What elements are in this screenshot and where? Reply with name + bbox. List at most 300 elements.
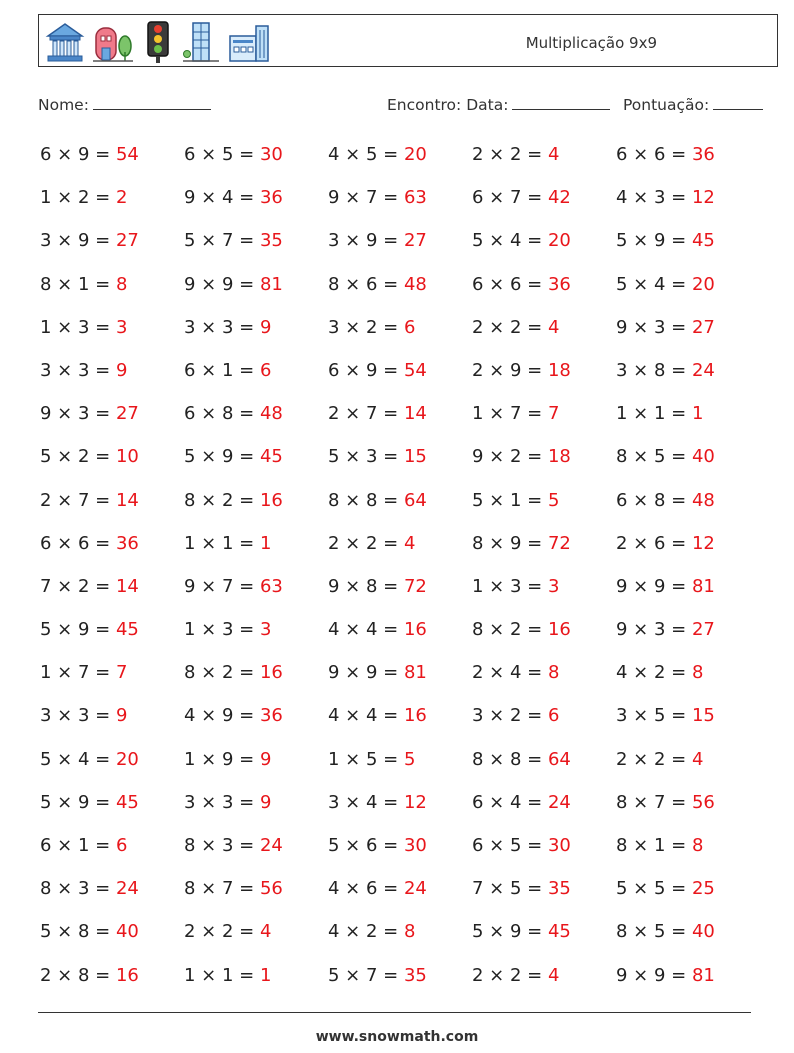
problem-question: 9 × 2 =	[472, 446, 548, 468]
problem-answer: 81	[691, 575, 715, 597]
problem-answer: 24	[259, 835, 283, 856]
problem-question: 9 × 3 =	[616, 316, 692, 338]
problem-answer: 8	[115, 273, 128, 295]
problem-cell	[472, 306, 616, 349]
problem-row	[40, 435, 760, 478]
problem-cell	[328, 392, 472, 435]
problem-answer: 45	[691, 230, 715, 252]
problem-cell	[472, 263, 616, 306]
problem-answer: 16	[115, 964, 139, 986]
problem-answer: 16	[259, 489, 283, 511]
problem-answer: 45	[259, 446, 283, 468]
problem-question: 1 × 7 =	[40, 662, 116, 684]
problem-cell	[472, 133, 616, 176]
problem-question: 4 × 3 =	[616, 187, 692, 209]
problem-cell	[40, 824, 184, 867]
problem-cell	[184, 738, 328, 781]
problem-cell	[616, 824, 760, 867]
problem-question: 1 × 1 =	[184, 964, 260, 986]
problem-cell	[40, 133, 184, 176]
problem-question: 3 × 8 =	[616, 359, 692, 381]
problem-question: 2 × 2 =	[328, 532, 404, 554]
problem-answer: 4	[403, 532, 416, 554]
meeting-date-field	[387, 93, 610, 114]
problem-cell	[616, 910, 760, 953]
problem-question: 5 × 7 =	[328, 964, 404, 986]
problem-question: 1 × 5 =	[328, 748, 404, 770]
problem-cell	[184, 392, 328, 435]
problem-answer: 14	[115, 575, 139, 597]
problem-cell	[184, 954, 328, 997]
problem-answer: 9	[115, 359, 128, 381]
problem-cell	[472, 565, 616, 608]
problem-question: 8 × 1 =	[40, 273, 116, 295]
problem-row	[40, 219, 760, 262]
problem-question: 3 × 9 =	[328, 230, 404, 252]
problem-question: 3 × 3 =	[40, 359, 116, 381]
problem-answer: 8	[691, 835, 704, 856]
problem-row	[40, 306, 760, 349]
problem-answer: 40	[691, 446, 715, 468]
problem-cell	[472, 479, 616, 522]
problem-question: 9 × 7 =	[328, 187, 404, 209]
problem-question: 4 × 4 =	[328, 705, 404, 727]
problem-cell	[328, 651, 472, 694]
problem-cell	[328, 349, 472, 392]
problem-answer: 48	[691, 489, 715, 511]
problem-cell	[40, 392, 184, 435]
problem-answer: 16	[259, 662, 283, 684]
problem-answer: 24	[403, 878, 427, 900]
problem-cell	[328, 694, 472, 737]
problem-cell	[40, 306, 184, 349]
problem-question: 9 × 3 =	[616, 619, 692, 641]
problem-answer: 35	[259, 230, 283, 252]
problem-question: 5 × 4 =	[616, 273, 692, 295]
problem-answer: 3	[115, 316, 128, 338]
problem-answer: 5	[403, 748, 416, 770]
problem-row	[40, 522, 760, 565]
problem-answer: 12	[403, 791, 427, 813]
problem-answer: 7	[115, 662, 128, 684]
problem-row	[40, 867, 760, 910]
problem-question: 5 × 1 =	[472, 489, 548, 511]
problem-cell	[328, 133, 472, 176]
problem-answer: 48	[259, 403, 283, 425]
problem-question: 5 × 2 =	[40, 446, 116, 468]
problem-answer: 4	[547, 964, 560, 986]
problem-cell	[184, 867, 328, 910]
problem-question: 8 × 1 =	[616, 835, 692, 856]
problem-cell	[328, 522, 472, 565]
problem-answer: 36	[547, 273, 571, 295]
problem-answer: 9	[259, 316, 272, 338]
problem-row	[40, 608, 760, 651]
problem-question: 6 × 9 =	[328, 359, 404, 381]
problem-cell	[616, 867, 760, 910]
problem-row	[40, 824, 760, 867]
problem-cell	[328, 219, 472, 262]
problem-row	[40, 781, 760, 824]
problem-answer: 54	[115, 144, 139, 165]
problem-question: 1 × 3 =	[40, 316, 116, 338]
problem-answer: 4	[691, 748, 704, 770]
problem-answer: 27	[115, 230, 139, 252]
problem-answer: 27	[691, 619, 715, 641]
problem-answer: 20	[691, 273, 715, 295]
problem-answer: 1	[691, 403, 704, 425]
problem-question: 1 × 1 =	[184, 532, 260, 554]
problem-question: 9 × 7 =	[184, 575, 260, 597]
problem-answer: 56	[259, 878, 283, 900]
footer-divider	[38, 1012, 751, 1013]
problem-question: 9 × 9 =	[184, 273, 260, 295]
problem-cell	[328, 781, 472, 824]
problem-answer: 54	[403, 359, 427, 381]
problem-question: 6 × 4 =	[472, 791, 548, 813]
problem-question: 6 × 9 =	[40, 144, 116, 165]
problem-answer: 4	[547, 316, 560, 338]
problem-cell	[328, 306, 472, 349]
problem-cell	[184, 219, 328, 262]
problem-row	[40, 176, 760, 219]
problem-question: 2 × 2 =	[472, 964, 548, 986]
problem-answer: 36	[115, 532, 139, 554]
problem-cell	[472, 651, 616, 694]
problem-question: 5 × 9 =	[616, 230, 692, 252]
problem-answer: 6	[403, 316, 416, 338]
problem-question: 4 × 6 =	[328, 878, 404, 900]
problem-question: 9 × 9 =	[328, 662, 404, 684]
problem-answer: 16	[403, 619, 427, 641]
problems-grid	[40, 133, 760, 997]
name-field	[38, 93, 211, 114]
problem-cell	[616, 176, 760, 219]
problem-answer: 1	[259, 964, 272, 986]
problem-answer: 9	[259, 748, 272, 770]
problem-answer: 20	[403, 144, 427, 165]
problem-cell	[472, 219, 616, 262]
problem-answer: 16	[547, 619, 571, 641]
problem-answer: 4	[547, 144, 560, 165]
problem-answer: 48	[403, 273, 427, 295]
problem-answer: 10	[115, 446, 139, 468]
problem-answer: 7	[547, 403, 560, 425]
problem-question: 2 × 2 =	[472, 316, 548, 338]
problem-question: 3 × 2 =	[472, 705, 548, 727]
problem-row	[40, 392, 760, 435]
problem-question: 1 × 9 =	[184, 748, 260, 770]
problem-answer: 72	[403, 575, 427, 597]
problem-answer: 25	[691, 878, 715, 900]
problem-answer: 35	[547, 878, 571, 900]
problem-question: 8 × 5 =	[616, 446, 692, 468]
problem-cell	[328, 479, 472, 522]
problem-answer: 45	[115, 619, 139, 641]
problem-answer: 81	[691, 964, 715, 986]
problem-cell	[184, 176, 328, 219]
problem-answer: 18	[547, 446, 571, 468]
problem-question: 9 × 9 =	[616, 575, 692, 597]
problem-cell	[184, 608, 328, 651]
problem-question: 9 × 9 =	[616, 964, 692, 986]
problem-row	[40, 738, 760, 781]
problem-cell	[328, 608, 472, 651]
problem-row	[40, 694, 760, 737]
problem-cell	[184, 349, 328, 392]
problem-answer: 14	[115, 489, 139, 511]
problem-question: 4 × 2 =	[616, 662, 692, 684]
problem-question: 8 × 7 =	[616, 791, 692, 813]
problem-question: 8 × 7 =	[184, 878, 260, 900]
problem-cell	[616, 522, 760, 565]
problem-answer: 63	[259, 575, 283, 597]
problem-cell	[328, 176, 472, 219]
problem-question: 8 × 2 =	[184, 662, 260, 684]
problem-cell	[184, 479, 328, 522]
problem-question: 2 × 4 =	[472, 662, 548, 684]
problem-answer: 6	[115, 835, 128, 856]
problem-cell	[328, 565, 472, 608]
problem-answer: 20	[547, 230, 571, 252]
problem-answer: 4	[259, 921, 272, 943]
problem-question: 7 × 5 =	[472, 878, 548, 900]
problem-cell	[328, 867, 472, 910]
problem-answer: 12	[691, 532, 715, 554]
problem-cell	[616, 608, 760, 651]
header-box	[38, 14, 778, 67]
problem-question: 8 × 9 =	[472, 532, 548, 554]
problem-question: 9 × 8 =	[328, 575, 404, 597]
problem-question: 3 × 2 =	[328, 316, 404, 338]
problem-row	[40, 479, 760, 522]
problem-answer: 45	[547, 921, 571, 943]
problem-answer: 14	[403, 403, 427, 425]
problem-answer: 16	[403, 705, 427, 727]
problem-answer: 6	[547, 705, 560, 727]
problem-question: 6 × 6 =	[40, 532, 116, 554]
problem-cell	[616, 219, 760, 262]
problem-answer: 36	[259, 187, 283, 209]
problem-question: 8 × 6 =	[328, 273, 404, 295]
problem-cell	[184, 781, 328, 824]
problem-answer: 24	[115, 878, 139, 900]
problem-question: 9 × 3 =	[40, 403, 116, 425]
problem-cell	[616, 306, 760, 349]
problem-row	[40, 954, 760, 997]
problem-question: 7 × 2 =	[40, 575, 116, 597]
problem-cell	[616, 954, 760, 997]
page-title: Multiplicação 9x9	[525, 34, 657, 52]
problem-question: 5 × 9 =	[40, 791, 116, 813]
problem-cell	[616, 694, 760, 737]
problem-cell	[472, 522, 616, 565]
name-blank[interactable]	[93, 93, 211, 110]
problem-question: 1 × 3 =	[472, 575, 548, 597]
problem-cell	[328, 263, 472, 306]
problem-question: 4 × 9 =	[184, 705, 260, 727]
problem-question: 6 × 5 =	[472, 835, 548, 856]
problem-answer: 36	[259, 705, 283, 727]
problem-answer: 18	[547, 359, 571, 381]
problem-cell	[472, 435, 616, 478]
problem-question: 5 × 4 =	[472, 230, 548, 252]
problem-answer: 40	[115, 921, 139, 943]
meeting-date-label: Encontro: Data:	[387, 96, 509, 114]
problem-cell	[472, 694, 616, 737]
problem-cell	[40, 781, 184, 824]
problem-cell	[616, 263, 760, 306]
problem-question: 4 × 2 =	[328, 921, 404, 943]
problem-row	[40, 565, 760, 608]
problem-row	[40, 910, 760, 953]
problem-question: 5 × 3 =	[328, 446, 404, 468]
problem-answer: 30	[547, 835, 571, 856]
problem-question: 8 × 8 =	[328, 489, 404, 511]
problem-row	[40, 651, 760, 694]
problem-answer: 72	[547, 532, 571, 554]
traffic-light-icon	[141, 20, 175, 64]
problem-answer: 56	[691, 791, 715, 813]
header-icons	[45, 18, 271, 64]
problem-answer: 27	[115, 403, 139, 425]
problem-question: 2 × 2 =	[472, 144, 548, 165]
score-label: Pontuação:	[623, 96, 710, 114]
score-blank[interactable]	[713, 93, 763, 110]
problem-question: 6 × 8 =	[184, 403, 260, 425]
problem-cell	[184, 435, 328, 478]
problem-answer: 42	[547, 187, 571, 209]
problem-question: 4 × 4 =	[328, 619, 404, 641]
problem-cell	[184, 565, 328, 608]
problem-cell	[184, 910, 328, 953]
problem-question: 6 × 6 =	[472, 273, 548, 295]
problem-question: 2 × 6 =	[616, 532, 692, 554]
problem-answer: 30	[403, 835, 427, 856]
problem-question: 2 × 7 =	[328, 403, 404, 425]
problem-question: 2 × 9 =	[472, 359, 548, 381]
name-label: Nome:	[38, 96, 89, 114]
problem-row	[40, 349, 760, 392]
problem-answer: 2	[115, 187, 128, 209]
problem-cell	[616, 133, 760, 176]
date-blank[interactable]	[512, 93, 610, 110]
problem-question: 8 × 3 =	[184, 835, 260, 856]
problem-answer: 3	[547, 575, 560, 597]
problem-answer: 1	[259, 532, 272, 554]
problem-question: 5 × 4 =	[40, 748, 116, 770]
bank-icon	[45, 20, 85, 64]
problem-cell	[40, 608, 184, 651]
problem-question: 5 × 9 =	[40, 619, 116, 641]
problem-question: 3 × 4 =	[328, 791, 404, 813]
problem-cell	[616, 479, 760, 522]
skyscraper-icon	[182, 20, 220, 64]
problem-cell	[184, 694, 328, 737]
problem-cell	[472, 349, 616, 392]
problem-cell	[40, 738, 184, 781]
problem-cell	[616, 435, 760, 478]
problem-answer: 9	[115, 705, 128, 727]
problem-answer: 27	[403, 230, 427, 252]
problem-answer: 45	[115, 791, 139, 813]
problem-question: 5 × 9 =	[472, 921, 548, 943]
problem-cell	[472, 954, 616, 997]
problem-question: 1 × 3 =	[184, 619, 260, 641]
problem-question: 3 × 3 =	[184, 791, 260, 813]
problem-cell	[184, 133, 328, 176]
problem-question: 8 × 8 =	[472, 748, 548, 770]
problem-answer: 3	[259, 619, 272, 641]
problem-question: 1 × 7 =	[472, 403, 548, 425]
problem-cell	[616, 781, 760, 824]
problem-question: 2 × 7 =	[40, 489, 116, 511]
problem-cell	[184, 651, 328, 694]
problem-question: 8 × 3 =	[40, 878, 116, 900]
problem-cell	[472, 824, 616, 867]
problem-cell	[40, 867, 184, 910]
problem-answer: 20	[115, 748, 139, 770]
problem-cell	[40, 694, 184, 737]
problem-answer: 8	[691, 662, 704, 684]
problem-answer: 24	[547, 791, 571, 813]
problem-question: 5 × 6 =	[328, 835, 404, 856]
problem-answer: 40	[691, 921, 715, 943]
problem-answer: 36	[691, 144, 715, 165]
problem-cell	[616, 738, 760, 781]
problem-question: 2 × 2 =	[616, 748, 692, 770]
office-building-icon	[227, 20, 271, 64]
problem-question: 5 × 7 =	[184, 230, 260, 252]
problem-answer: 64	[403, 489, 427, 511]
problem-answer: 6	[259, 359, 272, 381]
problem-cell	[472, 392, 616, 435]
problem-cell	[40, 479, 184, 522]
problem-question: 1 × 1 =	[616, 403, 692, 425]
problem-question: 6 × 7 =	[472, 187, 548, 209]
problem-cell	[328, 824, 472, 867]
score-field	[623, 93, 763, 114]
problem-cell	[184, 306, 328, 349]
problem-question: 9 × 4 =	[184, 187, 260, 209]
problem-answer: 35	[403, 964, 427, 986]
problem-question: 5 × 9 =	[184, 446, 260, 468]
problem-cell	[184, 263, 328, 306]
problem-question: 8 × 2 =	[472, 619, 548, 641]
problem-cell	[328, 738, 472, 781]
problem-answer: 8	[403, 921, 416, 943]
problem-cell	[40, 910, 184, 953]
problem-question: 4 × 5 =	[328, 144, 404, 165]
problem-cell	[184, 522, 328, 565]
problem-cell	[472, 910, 616, 953]
problem-cell	[328, 954, 472, 997]
problem-answer: 15	[691, 705, 715, 727]
problem-question: 2 × 2 =	[184, 921, 260, 943]
problem-question: 3 × 3 =	[40, 705, 116, 727]
problem-row	[40, 133, 760, 176]
problem-cell	[616, 349, 760, 392]
problem-cell	[40, 349, 184, 392]
problem-cell	[40, 954, 184, 997]
problem-answer: 81	[403, 662, 427, 684]
problem-answer: 81	[259, 273, 283, 295]
problem-answer: 15	[403, 446, 427, 468]
footer-url: www.snowmath.com	[315, 1029, 479, 1045]
problem-cell	[616, 392, 760, 435]
problem-question: 8 × 5 =	[616, 921, 692, 943]
problem-answer: 27	[691, 316, 715, 338]
